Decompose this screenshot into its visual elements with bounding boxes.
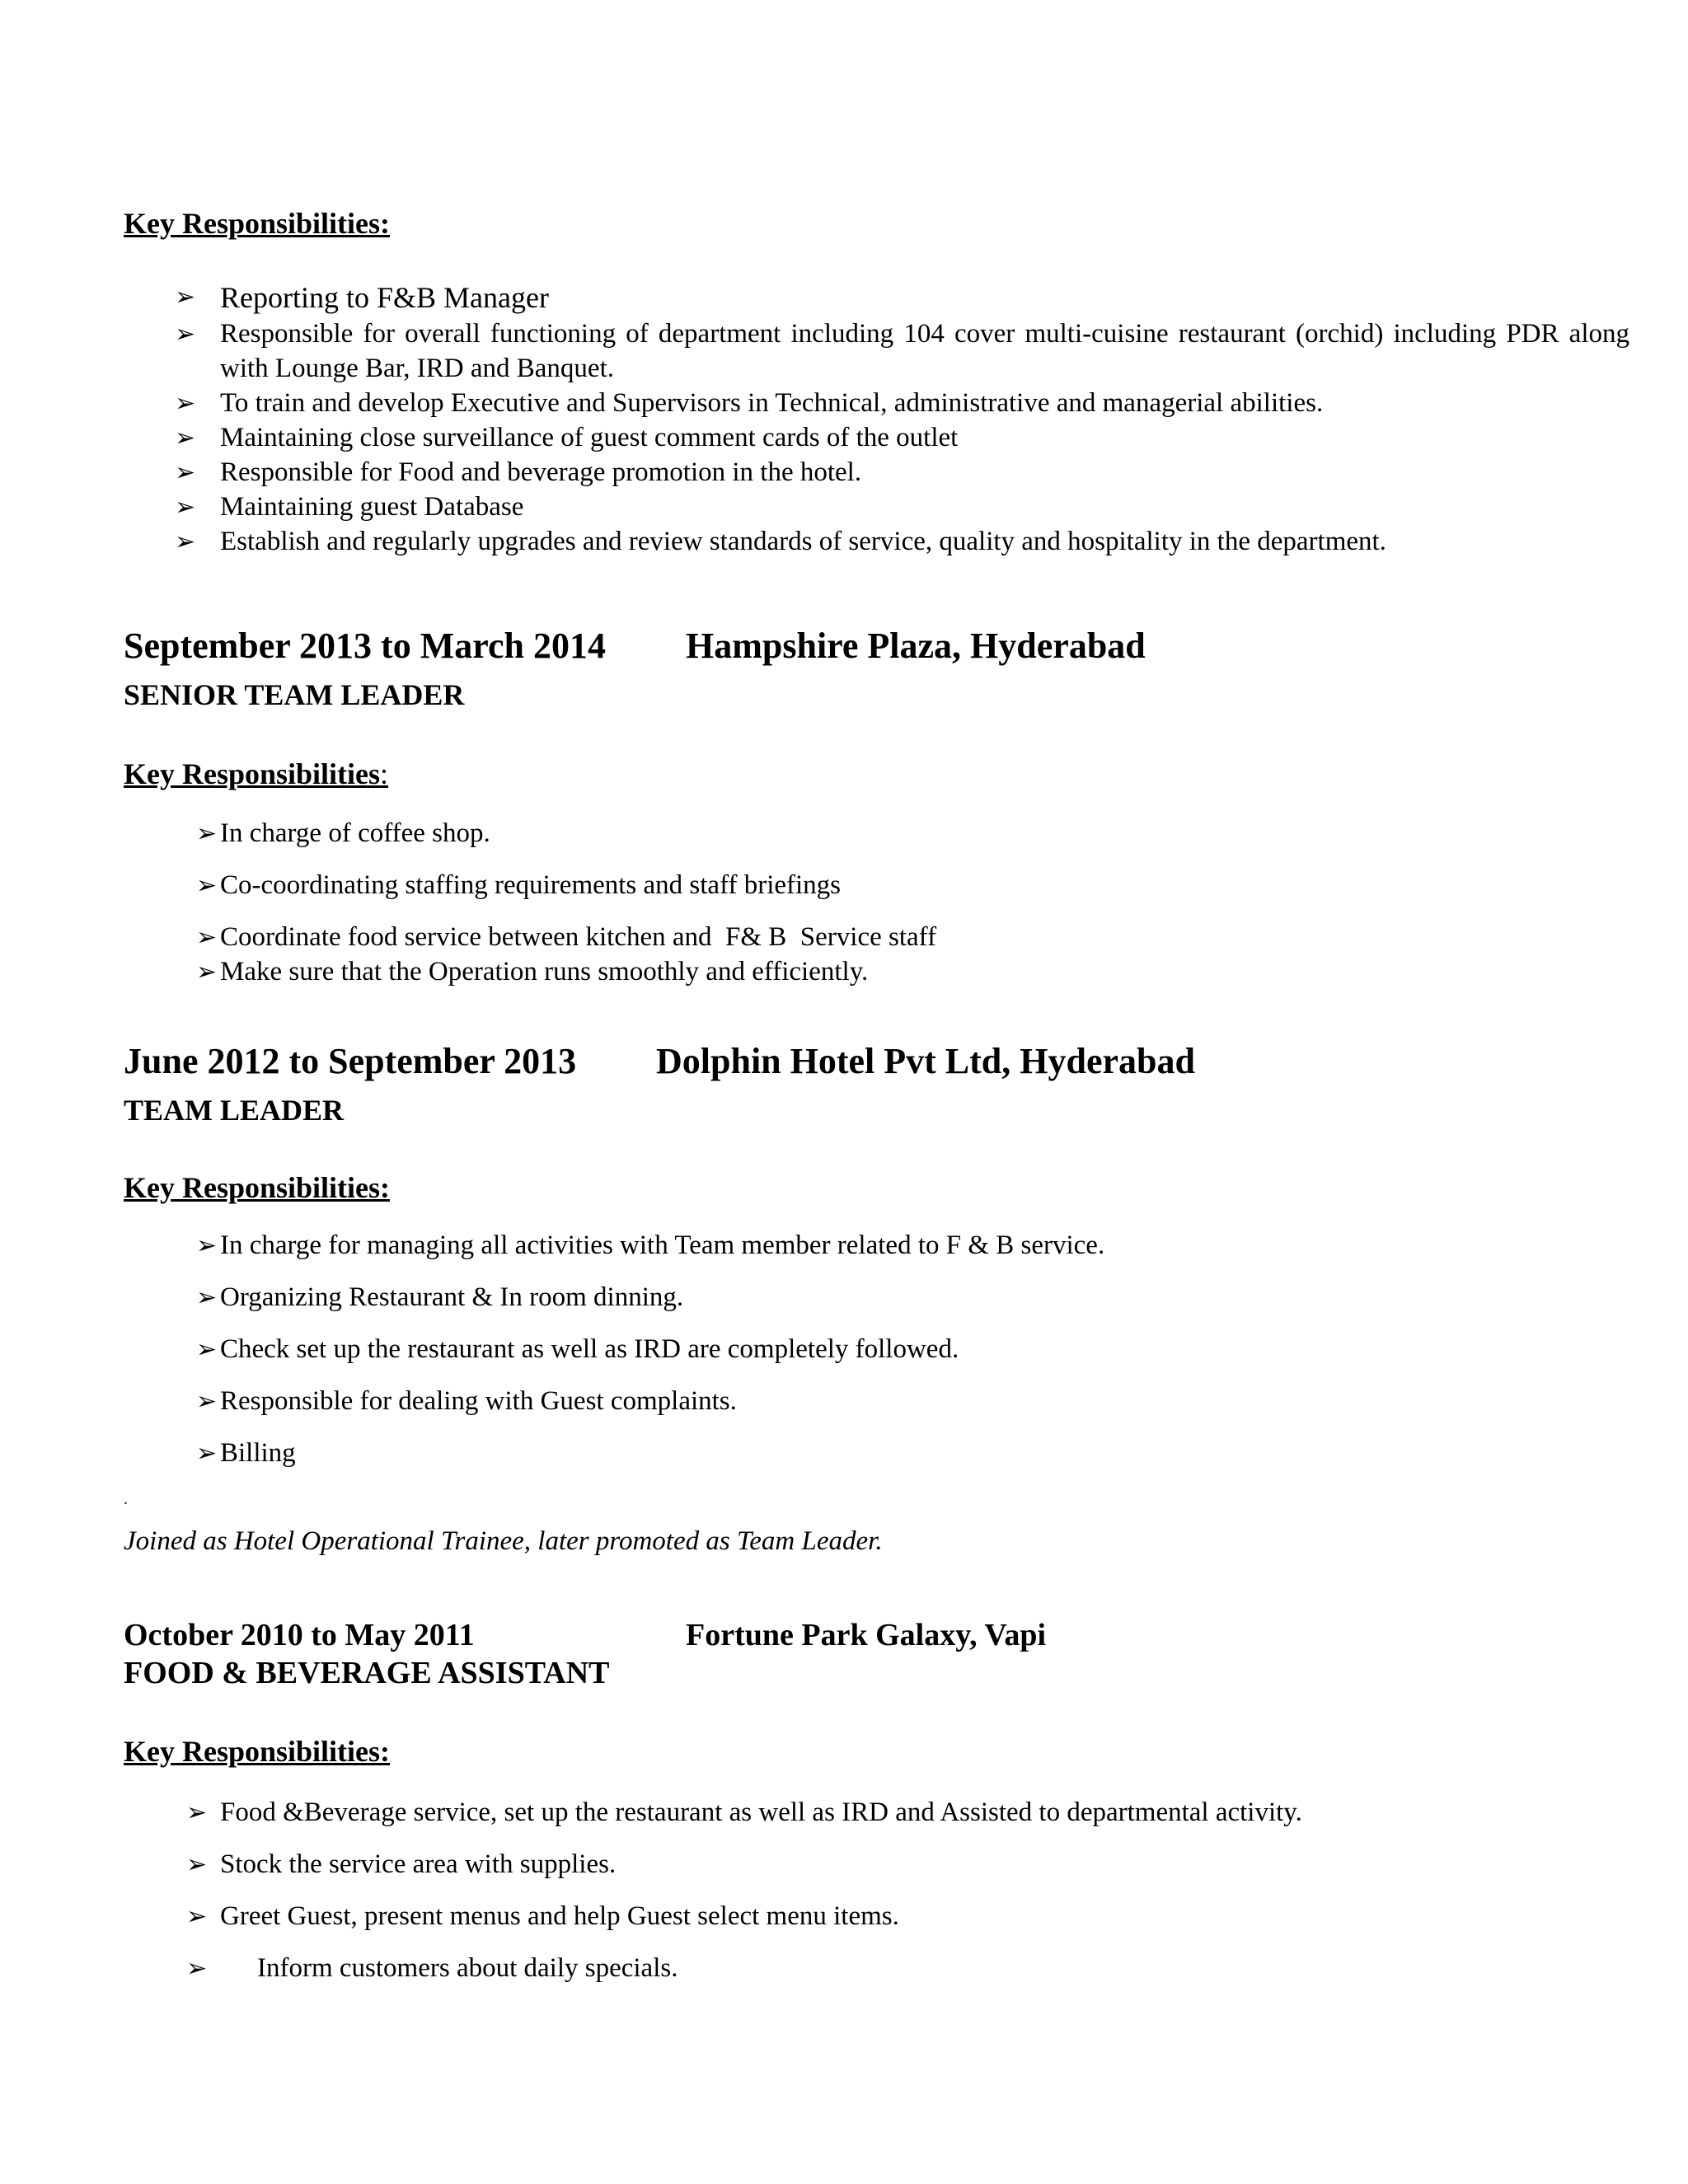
arrow-bullet-icon: ➢: [196, 958, 218, 986]
job-employer: Fortune Park Galaxy, Vapi: [686, 1618, 1047, 1652]
key-responsibilities-heading: Key Responsibilities:: [124, 1171, 391, 1204]
arrow-bullet-icon: ➢: [175, 390, 196, 417]
job-role: TEAM LEADER: [124, 1094, 345, 1127]
job-employer: Hampshire Plaza, Hyderabad: [686, 626, 1146, 666]
job-role: SENIOR TEAM LEADER: [124, 678, 465, 711]
arrow-bullet-icon: ➢: [175, 321, 196, 348]
job-employer: Dolphin Hotel Pvt Ltd, Hyderabad: [656, 1041, 1195, 1081]
arrow-bullet-icon: ➢: [196, 924, 218, 951]
arrow-bullet-icon: ➢: [196, 820, 218, 847]
arrow-bullet-icon: ➢: [196, 1440, 218, 1467]
arrow-bullet-icon: ➢: [196, 1388, 218, 1415]
arrow-bullet-icon: ➢: [186, 1799, 208, 1826]
arrow-bullet-icon: ➢: [186, 1903, 208, 1930]
key-responsibilities-heading: Key Responsibilities:: [124, 1735, 391, 1768]
arrow-bullet-icon: ➢: [175, 494, 196, 521]
arrow-bullet-icon: ➢: [186, 1851, 208, 1878]
arrow-bullet-icon: ➢: [196, 1284, 218, 1311]
job-period: October 2010 to May 2011: [124, 1618, 475, 1652]
resume-page: Key Responsibilities: ➢ Reporting to F&B Manager ➢ Responsible for overall functioning of department including 104 cover multi-cuisine restaurant (orchid) including PDR along with Lounge Bar, IRD and Banquet. ➢ To train and develop Executive and Supervisors in Technical, administrative and managerial abilities. ➢ Maintaining close surveillance of guest comment cards of the outlet ➢ Responsible for Food and beverage promotion in the hotel. ➢ Maintaining guest Database ➢ Establish and regularly upgrades and review standards of service, quality and hospitality in the department. September 2013 to March 2014 Hampshire Plaza, Hyderabad SENIOR TEAM LEADER Key Responsibilities: ➢ In charge of coffee shop. ➢ Co-coordinating staffing requirements and staff briefings ➢ Coordinate food service between kitchen and F& B Service staff ➢ Make sure that the Operation runs smoothly and efficiently. June 2012 to September 2013 Dolphin Hotel Pvt Ltd, Hyderabad TEAM LEADER Key Responsibilities: ➢ In charge for managing all activities with Team member related to F & B service. ➢ Organizing Restaurant & In room dinning. ➢ Check set up the restaurant as well as IRD are completely followed. ➢ Responsible for dealing with Guest complaints. ➢ Billing . Joined as Hotel Operational Trainee, later promoted as Team Leader. October 2010 to May 2011 Fortune Park Galaxy, Vapi FOOD & BEVERAGE ASSISTANT Key Responsibilities: ➢ Food &Beverage service, set up the restaurant as well as IRD and Assisted to departmental activity. ➢ Stock the service area with supplies. ➢ Greet Guest, present menus and help Guest select menu items. ➢ Inform customers about daily specials.: [124, 207, 1629, 1983]
arrow-bullet-icon: ➢: [186, 1955, 208, 1982]
arrow-bullet-icon: ➢: [175, 528, 196, 555]
key-responsibilities-heading: Key Responsibilities:: [124, 757, 389, 790]
arrow-bullet-icon: ➢: [196, 872, 218, 899]
stray-dot: .: [124, 1490, 128, 1508]
job-role: FOOD & BEVERAGE ASSISTANT: [124, 1656, 610, 1690]
arrow-bullet-icon: ➢: [196, 1336, 218, 1363]
job-period: June 2012 to September 2013: [124, 1041, 577, 1081]
arrow-bullet-icon: ➢: [175, 424, 196, 452]
key-responsibilities-heading: Key Responsibilities:: [124, 207, 391, 240]
arrow-bullet-icon: ➢: [175, 459, 196, 486]
arrow-bullet-icon: ➢: [175, 284, 196, 311]
arrow-bullet-icon: ➢: [196, 1232, 218, 1259]
job-period: September 2013 to March 2014: [124, 626, 606, 666]
career-note: Joined as Hotel Operational Trainee, later promoted as Team Leader.: [124, 1526, 883, 1556]
